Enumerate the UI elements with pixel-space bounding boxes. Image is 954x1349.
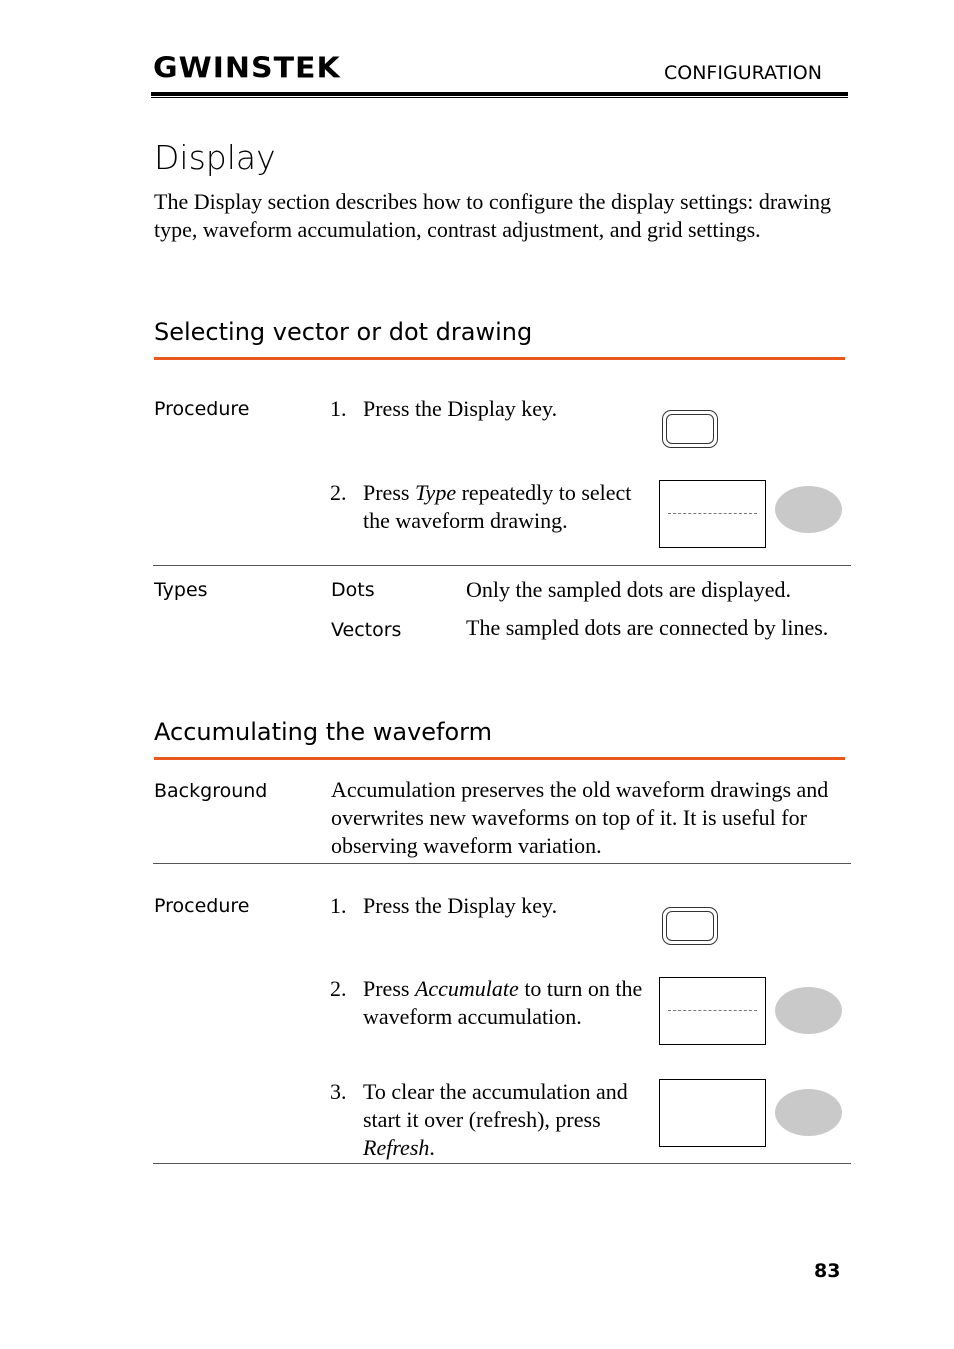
step-text: Press Type repeatedly to select the waveform drawing. bbox=[363, 480, 632, 533]
softkey-button-icon bbox=[775, 987, 842, 1034]
softmenu-box-icon bbox=[659, 1079, 766, 1147]
step-number: 1. bbox=[330, 396, 347, 421]
step-text: To clear the accumulation and start it over (refresh), press Refresh. bbox=[363, 1079, 628, 1160]
brand-logo: GWINSTEK bbox=[153, 51, 341, 86]
heading-accumulate: Accumulating the waveform bbox=[154, 718, 492, 746]
row-divider bbox=[153, 1163, 851, 1164]
step-number: 2. bbox=[330, 976, 347, 1001]
heading-vector-dot: Selecting vector or dot drawing bbox=[154, 318, 533, 346]
step-number: 2. bbox=[330, 480, 347, 505]
type-name: Vectors bbox=[331, 619, 402, 641]
step-text: Press the Display key. bbox=[363, 396, 558, 421]
section-rule bbox=[154, 357, 845, 360]
type-description: The sampled dots are connected by lines. bbox=[466, 615, 829, 640]
softmenu-box-icon bbox=[659, 480, 766, 548]
row-divider bbox=[153, 863, 851, 864]
section-label: CONFIGURATION bbox=[664, 62, 822, 84]
section-rule bbox=[154, 757, 845, 760]
step-number: 3. bbox=[330, 1079, 347, 1104]
type-name: Dots bbox=[331, 579, 375, 601]
step-text: Press the Display key. bbox=[363, 893, 558, 918]
type-description: Only the sampled dots are displayed. bbox=[466, 577, 792, 602]
display-key-icon bbox=[662, 907, 718, 945]
display-key-icon bbox=[662, 410, 718, 448]
row-divider bbox=[153, 565, 851, 566]
types-label: Types bbox=[154, 579, 208, 601]
softkey-button-icon bbox=[775, 1089, 842, 1136]
background-text: Accumulation preserves the old waveform drawings and overwrites new waveforms on top of it. It is useful for observing waveform variation. bbox=[331, 777, 829, 858]
page-title: Display bbox=[154, 138, 276, 177]
step-number: 1. bbox=[330, 893, 347, 918]
intro-paragraph: The Display section describes how to configure the display settings: drawing type, waveform accumulation, contrast adjustment, and grid settings. bbox=[154, 189, 831, 242]
header-rule bbox=[151, 92, 848, 96]
header-rule-thin bbox=[151, 97, 848, 98]
softmenu-box-icon bbox=[659, 977, 766, 1045]
background-label: Background bbox=[154, 780, 268, 802]
procedure-label: Procedure bbox=[154, 398, 250, 420]
page-number: 83 bbox=[814, 1260, 841, 1282]
procedure-label: Procedure bbox=[154, 895, 250, 917]
softkey-button-icon bbox=[775, 486, 842, 533]
step-text: Press Accumulate to turn on the waveform accumulation. bbox=[363, 976, 643, 1029]
